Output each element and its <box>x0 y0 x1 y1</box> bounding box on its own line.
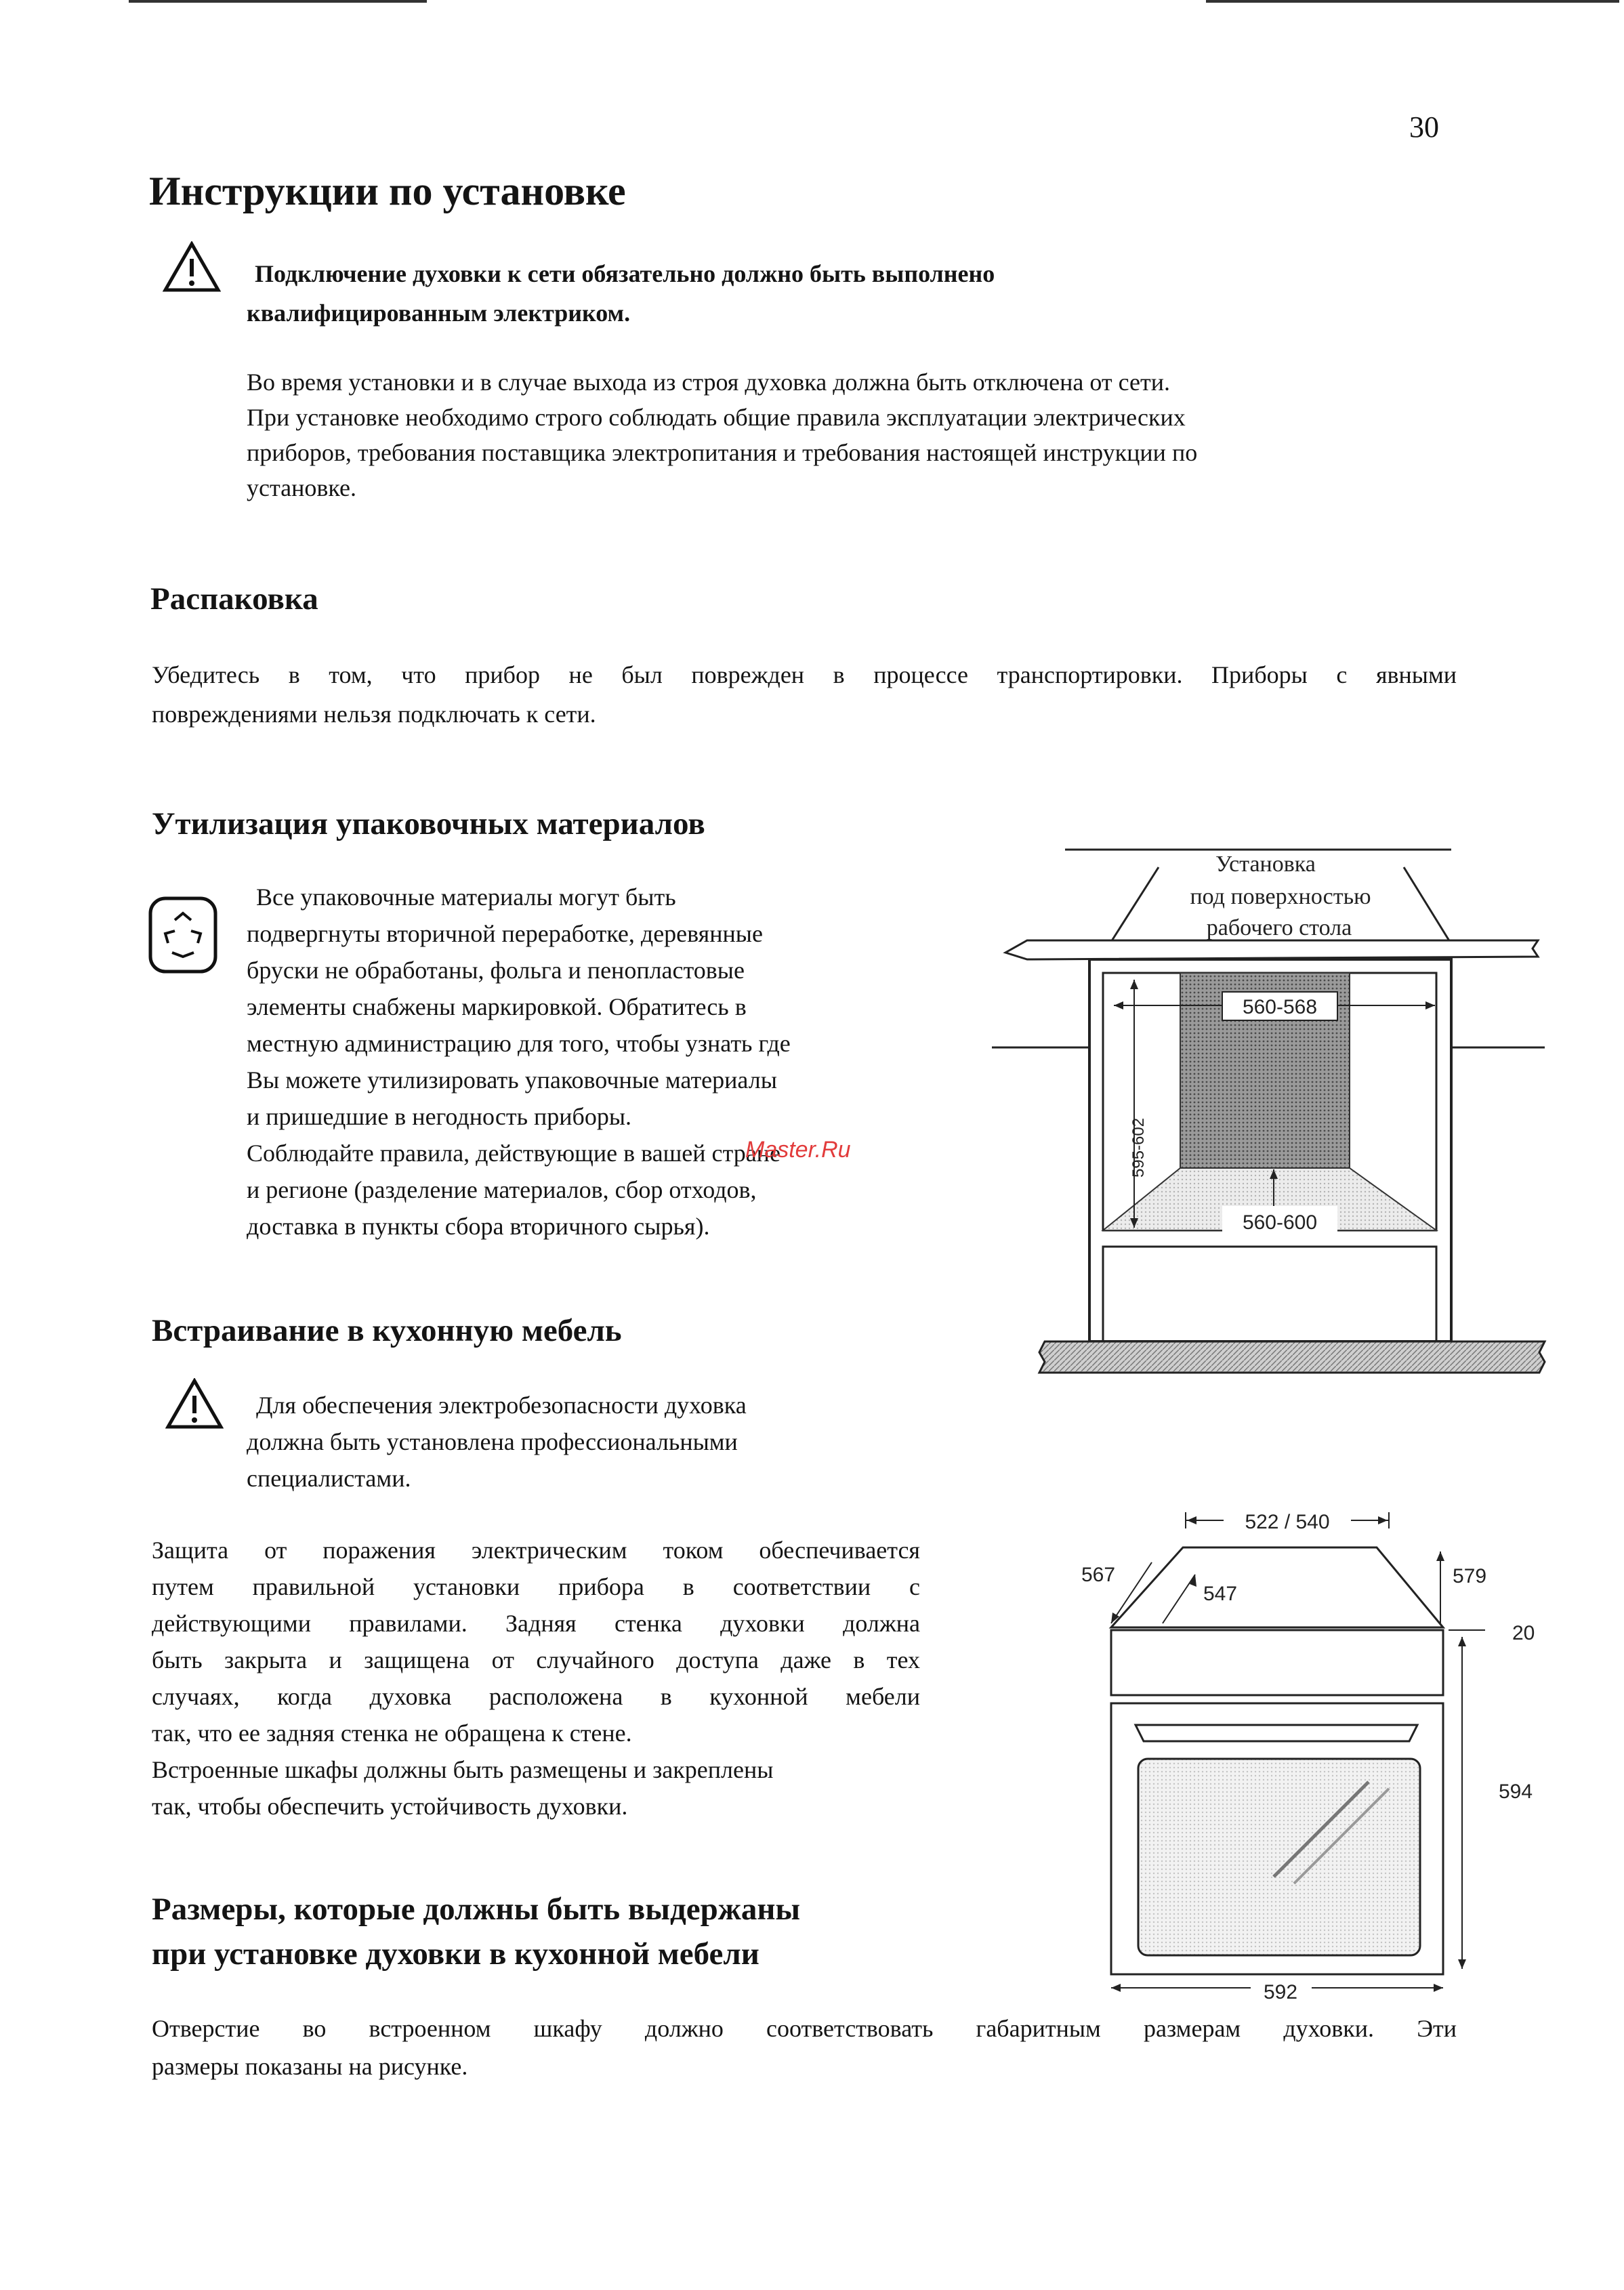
recycling-text-line: подвергнуты вторичной переработке, деревянные <box>247 920 763 947</box>
top-width-dimension: 522 / 540 <box>1245 1511 1330 1533</box>
unpacking-text-line: повреждениями нельзя подключать к сети. <box>152 701 596 728</box>
recycling-text-line: Все упаковочные материалы могут быть <box>256 883 676 911</box>
recycling-text-line: доставка в пункты сбора вторичного сырья). <box>247 1213 710 1240</box>
unpacking-text-line: Убедитесь в том, что прибор не был поврежден в процессе транспортировки. Приборы с явными <box>152 661 1457 688</box>
height-dimension: 595-602 <box>1129 1117 1148 1178</box>
oven-dimensions-diagram <box>1070 1497 1558 2012</box>
builtin-text-line: так, чтобы обеспечить устойчивость духовки. <box>152 1793 628 1820</box>
dimension-579: 579 <box>1453 1565 1487 1587</box>
dimension-592: 592 <box>1263 1981 1298 2003</box>
builtin-text-line: действующими правилами. Задняя стенка духовки должна <box>152 1610 920 1637</box>
recycling-text-line: и пришедшие в негодность приборы. <box>247 1103 632 1130</box>
recycling-text-line: бруски не обработаны, фольга и пенопластовые <box>247 957 745 984</box>
installation-label-line: Установка <box>1215 852 1316 877</box>
recycling-text-line: Соблюдайте правила, действующие в вашей стране <box>247 1140 780 1167</box>
recycling-text-line: элементы снабжены маркировкой. Обратитесь в <box>247 993 747 1020</box>
builtin-warning-line: должна быть установлена профессиональными <box>247 1428 738 1455</box>
builtin-text-line: так, что ее задняя стенка не обращена к стене. <box>152 1720 632 1747</box>
page-title: Инструкции по установке <box>149 169 626 213</box>
builtin-warning-line: Для обеспечения электробезопасности духовка <box>256 1392 747 1419</box>
recycling-text-line: Вы можете утилизировать упаковочные материалы <box>247 1066 777 1094</box>
dimensions-heading-line-1: Размеры, которые должны быть выдержаны <box>152 1892 801 1927</box>
installation-label-line: рабочего стола <box>1206 915 1352 940</box>
width-dimension: 560-568 <box>1242 996 1318 1018</box>
dimension-20: 20 <box>1512 1622 1535 1644</box>
watermark: Master.Ru <box>745 1137 851 1163</box>
page-number: 30 <box>1409 110 1439 144</box>
builtin-text-line: случаях, когда духовка расположена в кухонной мебели <box>152 1683 920 1710</box>
dimensions-heading-line-2: при установке духовки в кухонной мебели <box>152 1936 759 1972</box>
depth-dimension: 560-600 <box>1242 1211 1318 1234</box>
top-rule-right <box>1206 0 1619 3</box>
recycling-text-line: местную администрацию для того, чтобы узнать где <box>247 1030 791 1057</box>
dimension-547: 547 <box>1203 1583 1238 1605</box>
warning-text-line: Во время установки и в случае выхода из строя духовка должна быть отключена от сети. <box>247 369 1170 396</box>
warning-triangle-icon <box>165 1378 224 1430</box>
top-rule-left <box>129 0 427 3</box>
installation-label-line: под поверхностью <box>1190 884 1371 909</box>
unpacking-heading: Распаковка <box>150 581 318 617</box>
builtin-heading: Встраивание в кухонную мебель <box>152 1313 622 1348</box>
warning-text-line: приборов, требования поставщика электропитания и требования настоящей инструкции по <box>247 439 1198 466</box>
recycling-text-line: и регионе (разделение материалов, сбор отходов, <box>247 1176 757 1203</box>
warning-triangle-icon <box>163 241 221 293</box>
dimension-594: 594 <box>1499 1781 1533 1803</box>
warning-text-line: При установке необходимо строго соблюдать общие правила эксплуатации электрических <box>247 404 1186 431</box>
builtin-text-line: путем правильной установки прибора в соответствии с <box>152 1573 920 1600</box>
recycle-icon <box>148 896 218 974</box>
builtin-text-line: Защита от поражения электрическим током обеспечивается <box>152 1537 920 1564</box>
warning-text-line: установке. <box>247 474 356 501</box>
builtin-warning-line: специалистами. <box>247 1465 411 1492</box>
dimensions-text-line: Отверстие во встроенном шкафу должно соответствовать габаритным размерам духовки. Эти <box>152 2015 1457 2042</box>
dimension-567: 567 <box>1081 1564 1116 1586</box>
warning-line-2: квалифицированным электриком. <box>247 299 631 327</box>
installation-diagram <box>989 840 1558 1409</box>
warning-line-1: Подключение духовки к сети обязательно должно быть выполнено <box>255 260 995 287</box>
builtin-text-line: быть закрыта и защищена от случайного доступа даже в тех <box>152 1646 920 1673</box>
recycling-heading: Утилизация упаковочных материалов <box>152 806 705 841</box>
dimensions-text-line: размеры показаны на рисунке. <box>152 2053 468 2080</box>
builtin-text-line: Встроенные шкафы должны быть размещены и закреплены <box>152 1756 774 1783</box>
